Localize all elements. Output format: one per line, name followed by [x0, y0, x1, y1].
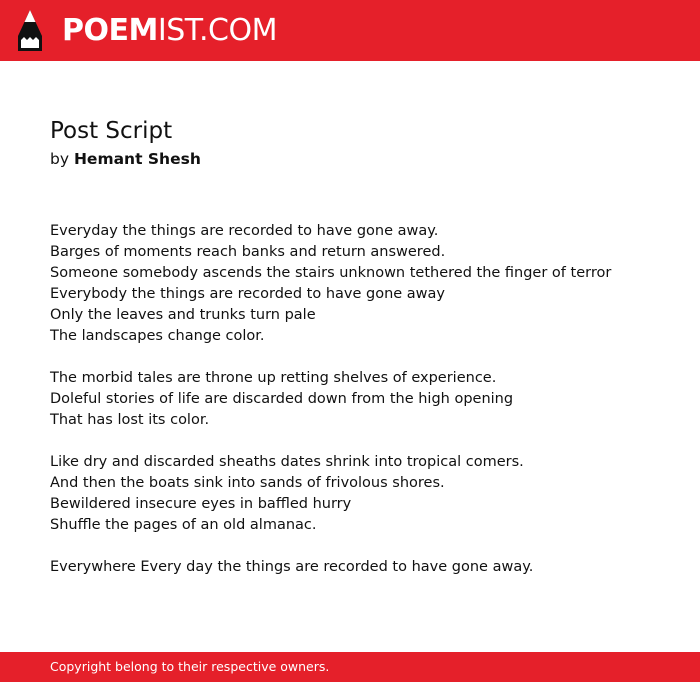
poem-line: That has lost its color.: [50, 412, 210, 428]
poem-line: Bewildered insecure eyes in baffled hurry: [50, 496, 352, 512]
pencil-icon[interactable]: [18, 10, 42, 51]
stanza: [50, 221, 670, 347]
poem-line: The morbid tales are throne up retting shelves of experience.: [50, 370, 497, 386]
poem-line: Everybody the things are recorded to have gone away: [50, 286, 446, 302]
poem-line: Someone somebody ascends the stairs unknown tethered the finger of terror: [50, 265, 612, 281]
stanza: [50, 452, 670, 536]
copyright-notice: Copyright belong to their respective owners.: [50, 659, 330, 674]
brand-bold: POEM: [62, 13, 158, 48]
stanza: [50, 557, 670, 578]
poem-content: [50, 116, 670, 599]
site-footer: [0, 652, 700, 682]
poem-line: And then the boats sink into sands of frivolous shores.: [50, 475, 445, 491]
poem-line: Only the leaves and trunks turn pale: [50, 307, 316, 323]
poem-line: Barges of moments reach banks and return answered.: [50, 244, 446, 260]
brand-light: IST.COM: [157, 13, 277, 48]
poem-line: The landscapes change color.: [50, 328, 265, 344]
by-label: by: [50, 150, 70, 168]
stanza: [50, 368, 670, 431]
poem-line: Everywhere Every day the things are recorded to have gone away.: [50, 559, 534, 575]
poem-body: [50, 221, 670, 578]
poem-title: Post Script: [50, 118, 173, 144]
site-logo-text[interactable]: [62, 11, 277, 51]
poem-byline: [50, 147, 670, 171]
poem-author[interactable]: Hemant Shesh: [73, 150, 201, 168]
poem-line: Like dry and discarded sheaths dates shrink into tropical comers.: [50, 454, 524, 470]
poem-line: Doleful stories of life are discarded down from the high opening: [50, 391, 514, 407]
site-header: [0, 0, 700, 61]
poem-line: Shuffle the pages of an old almanac.: [50, 517, 317, 533]
poem-line: Everyday the things are recorded to have gone away.: [50, 223, 439, 239]
